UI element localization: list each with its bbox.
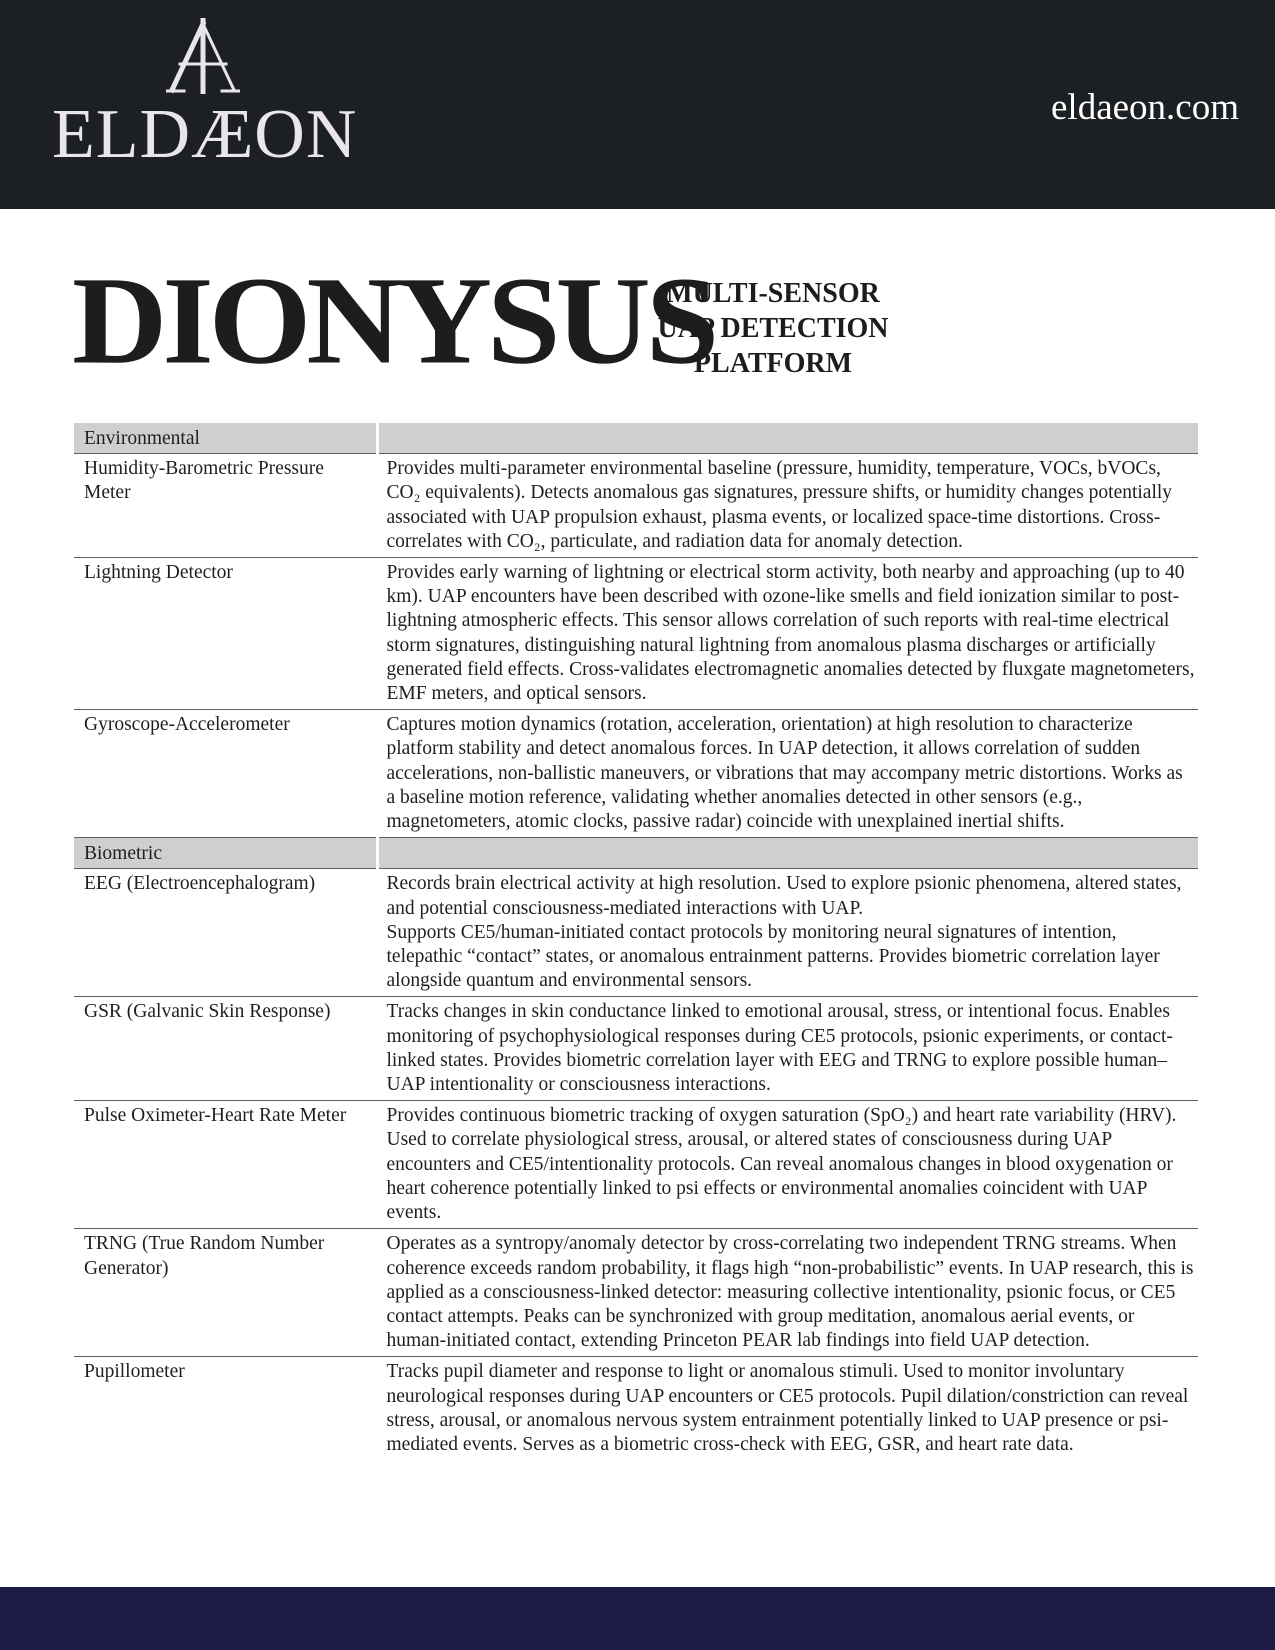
section-header-environmental xyxy=(74,423,1198,454)
section-header-spacer xyxy=(378,838,1199,869)
table-row xyxy=(74,997,1198,1101)
sensor-description: Tracks pupil diameter and response to light or anomalous stimuli. Used to monitor involuntary neurological responses during UAP encounters or CE5 protocols. Pupil dilation/constriction can reveal stress, arousal, or anomalous nervous system entrainment potentially linked to UAP presence or psi-mediated events. Serves as a biometric cross-check with EEG, GSR, and heart rate data. xyxy=(386,1361,1189,1455)
eldaeon-logo-icon xyxy=(166,18,240,94)
subtitle-line: UAP DETECTION xyxy=(657,313,889,344)
sensor-name: Humidity-Barometric Pressure Meter xyxy=(74,454,378,558)
sensor-name: Pulse Oximeter-Heart Rate Meter xyxy=(74,1101,378,1229)
sensor-description: Provides multi-parameter environmental baseline (pressure, humidity, temperature, VOCs, bVOCs, CO₂ equivalents). Detects anomalous gas signatures, pressure shifts, or humidity changes potentially associated with UAP propulsion exhaust, plasma events, or localized space-time distortions. Cross-correlates with CO₂, particulate, and radiation data for anomaly detection. xyxy=(378,454,1199,558)
page-footer-band xyxy=(0,1587,1275,1650)
website-link[interactable]: eldaeon.com xyxy=(1051,87,1239,128)
subtitle-line: PLATFORM xyxy=(693,348,853,379)
sensor-description: Tracks changes in skin conductance linked to emotional arousal, stress, or intentional focus. Enables monitoring of psychophysiological responses during CE5 protocols, psionic experiments, or contact-linked states. Provides biometric correlation layer with EEG and TRNG to explore possible human–UAP intentionality or consciousness interactions. xyxy=(378,997,1199,1101)
page-header xyxy=(0,0,1275,209)
sensor-description: Provides early warning of lightning or electrical storm activity, both nearby and approaching (up to 40 km). UAP encounters have been described with ozone-like smells and field ionization similar to post-lightning atmospheric effects. This sensor allows correlation of such reports with real-time electrical storm signatures, distinguishing natural lightning from anomalous plasma discharges or artificially generated field effects. Cross-validates electromagnetic anomalies detected by fluxgate magnetometers, EMF meters, and optical sensors. xyxy=(378,558,1199,710)
table-row xyxy=(74,869,1198,997)
sensor-name: TRNG (True Random Number Generator) xyxy=(74,1229,378,1357)
table-row xyxy=(74,454,1198,558)
product-subtitle xyxy=(655,276,891,381)
subtitle-line: MULTI-SENSOR xyxy=(666,278,880,309)
section-title: Biometric xyxy=(74,838,378,869)
sensor-spec-table xyxy=(74,423,1198,1460)
sensor-name: Pupillometer xyxy=(84,1361,185,1383)
sensor-description: Captures motion dynamics (rotation, acceleration, orientation) at high resolution to characterize platform stability and detect anomalous forces. In UAP detection, it allows correlation of sudden accelerations, non-ballistic maneuvers, or vibrations that may accompany metric distortions. Works as a baseline motion reference, validating whether anomalies detected in other sensors (e.g., magnetometers, atomic clocks, passive radar) coincide with unexplained inertial shifts. xyxy=(378,710,1199,838)
table-row xyxy=(74,710,1198,838)
section-title: Environmental xyxy=(74,423,378,454)
logo-wordmark: ELDÆON xyxy=(52,96,358,173)
table-row xyxy=(74,1101,1198,1229)
table-row xyxy=(74,1229,1198,1357)
sensor-name: GSR (Galvanic Skin Response) xyxy=(74,997,378,1101)
sensor-name: EEG (Electroencephalogram) xyxy=(74,869,378,997)
sensor-description: Operates as a syntropy/anomaly detector by cross-correlating two independent TRNG streams. When coherence exceeds random probability, it flags high “non-probabilistic” events. In UAP research, this is applied as a consciousness-linked detector: measuring collective intentionality, psionic focus, or CE5 contact attempts. Peaks can be synchronized with group meditation, anomalous aerial events, or human-initiated contact, extending Princeton PEAR lab findings into field UAP detection. xyxy=(378,1229,1199,1357)
sensor-description: Provides continuous biometric tracking of oxygen saturation (SpO₂) and heart rate variability (HRV). Used to correlate physiological stress, arousal, or altered states of consciousness during UAP encounters and CE5/intentionality protocols. Can reveal anomalous changes in blood oxygenation or heart coherence potentially linked to psi effects or environmental anomalies coincident with UAP events. xyxy=(378,1101,1199,1229)
section-header-spacer xyxy=(378,423,1199,454)
sensor-description: Records brain electrical activity at high resolution. Used to explore psionic phenomena, altered states, and potential consciousness-mediated interactions with UAP. Supports CE5/human-initiated contact protocols by monitoring neural signatures of intention, telepathic “contact” states, or anomalous entrainment patterns. Provides biometric correlation layer alongside quantum and environmental sensors. xyxy=(378,869,1199,997)
sensor-name: Gyroscope-Accelerometer xyxy=(74,710,378,838)
sensor-name: Lightning Detector xyxy=(74,558,378,710)
section-header-biometric xyxy=(74,838,1198,869)
product-title: DIONYSUS xyxy=(72,250,715,391)
table-row xyxy=(74,558,1198,710)
table-row xyxy=(74,1357,1198,1460)
